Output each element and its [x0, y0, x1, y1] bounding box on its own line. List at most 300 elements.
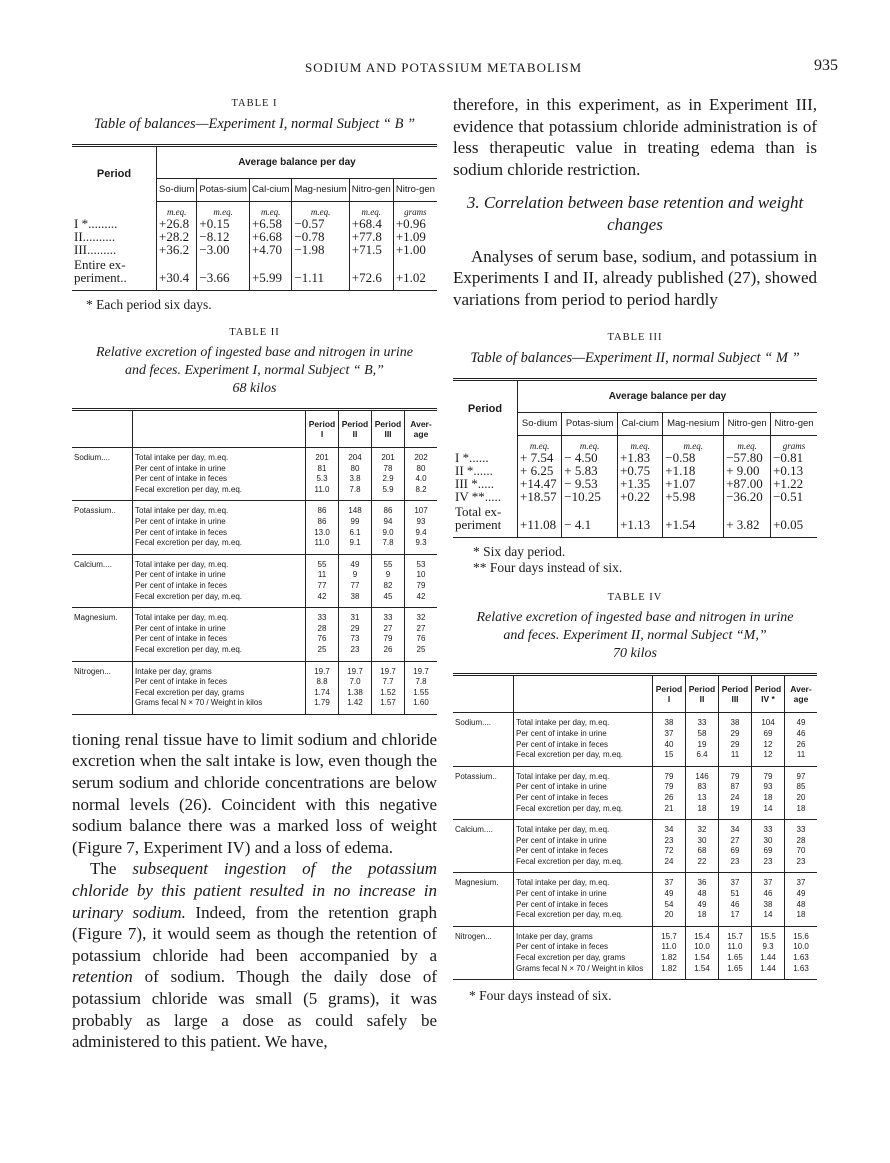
row-label: Total intake per day, m.eq. — [514, 713, 653, 729]
value-cell: −0.57 — [292, 217, 349, 230]
value-cell: 27 — [416, 623, 426, 633]
value-cell: +1.18 — [663, 464, 724, 477]
value-cell: 58 — [686, 729, 719, 740]
value-cell: 10 — [416, 570, 426, 580]
value-cell: 77 — [339, 581, 372, 592]
table3-footnote: ** Four days instead of six. — [473, 560, 623, 576]
value-cell: 19 — [686, 740, 719, 751]
table-row — [72, 554, 437, 570]
table4-caption-line: and feces. Experiment II, normal Subject “M,” — [503, 628, 767, 644]
units-spacer — [72, 202, 157, 218]
value-cell: +5.99 — [249, 258, 292, 291]
value-cell: 53 — [416, 559, 426, 569]
value-cell: 38 — [719, 713, 752, 729]
value-cell: 24 — [719, 793, 752, 804]
table1-caption: Table of balances—Experiment I, normal Subject “ B ” — [93, 116, 416, 132]
value-cell: 46 — [752, 889, 785, 900]
value-cell: +30.4 — [157, 258, 197, 291]
value-cell: 27 — [372, 624, 405, 635]
period-cell: Total ex-periment — [453, 505, 518, 538]
value-cell: 79 — [653, 782, 686, 793]
value-cell: 30 — [752, 836, 785, 847]
table4-label: TABLE IV — [607, 592, 663, 604]
group-header: Average balance per day — [518, 380, 818, 413]
value-cell: 23 — [653, 836, 686, 847]
unit-label: grams — [404, 207, 427, 217]
value-cell: 1.38 — [339, 688, 372, 699]
value-cell: 23 — [752, 857, 785, 873]
value-cell: 23 — [339, 645, 372, 661]
value-cell: 48 — [686, 889, 719, 900]
value-cell: 37 — [796, 878, 806, 888]
row-label: Per cent of intake in feces — [514, 846, 653, 857]
left-body-text — [72, 729, 437, 1053]
table4 — [453, 673, 817, 980]
value-cell: 19.7 — [372, 661, 405, 677]
column-header: So-dium — [157, 179, 197, 202]
value-cell: 40 — [653, 740, 686, 751]
value-cell: + 5.83 — [562, 464, 618, 477]
value-cell: 1.52 — [372, 688, 405, 699]
row-label: Fecal excretion per day, m.eq. — [514, 857, 653, 873]
value-cell: +1.07 — [663, 477, 724, 490]
value-cell: 22 — [686, 857, 719, 873]
value-cell: +68.4 — [349, 217, 393, 230]
nutrient-label: Nitrogen... — [72, 661, 133, 714]
value-cell: 9.1 — [339, 538, 372, 554]
table2 — [72, 408, 437, 715]
column-header: Nitro-gen — [724, 413, 771, 436]
value-cell: −57.80 — [724, 451, 771, 464]
value-cell: 36 — [686, 873, 719, 889]
value-cell: 1.82 — [653, 964, 686, 980]
value-cell: +1.54 — [663, 505, 724, 538]
value-cell: − 4.50 — [562, 451, 618, 464]
right-body-text-2 — [453, 246, 817, 311]
value-cell: 38 — [752, 900, 785, 911]
value-cell: −36.20 — [724, 490, 771, 505]
table1-grid — [72, 144, 437, 291]
page-number: 935 — [814, 57, 838, 74]
value-cell: + 9.00 — [724, 464, 771, 477]
value-cell: 1.44 — [752, 964, 785, 980]
value-cell: 12 — [752, 740, 785, 751]
value-cell: 79 — [719, 766, 752, 782]
row-label: Fecal excretion per day, m.eq. — [514, 910, 653, 926]
value-cell: +77.8 — [349, 230, 393, 243]
header-row — [72, 146, 437, 179]
nutrient-label: Sodium.... — [453, 713, 514, 766]
table-row — [453, 873, 817, 889]
value-cell: 9.3 — [405, 538, 438, 554]
value-cell: 19.7 — [413, 666, 429, 676]
value-cell: 33 — [372, 608, 405, 624]
unit-label: m.eq. — [724, 436, 771, 452]
table1-label: TABLE I — [231, 98, 278, 109]
text-run: of sodium. Though the daily dose of potassium chloride was small (5 grams), it was probably as large a dose as could safely be administered to this patient. We have, — [72, 967, 437, 1052]
value-cell: 9.4 — [415, 527, 427, 537]
value-cell: 14 — [752, 910, 785, 926]
value-cell: 7.0 — [339, 677, 372, 688]
value-cell: 82 — [372, 581, 405, 592]
period-cell: I *......... — [72, 217, 157, 230]
value-cell: 15.5 — [752, 926, 785, 942]
table-row — [72, 243, 437, 258]
period-column-header: Aver-age — [785, 675, 818, 713]
units-row — [453, 436, 817, 452]
value-cell: +1.09 — [395, 229, 426, 244]
row-label: Fecal excretion per day, m.eq. — [133, 592, 306, 608]
value-cell: 25 — [306, 645, 339, 661]
nutrient-label: Calcium.... — [453, 820, 514, 873]
value-cell: 34 — [653, 820, 686, 836]
value-cell: 1.79 — [306, 698, 339, 714]
row-label: Per cent of intake in feces — [514, 942, 653, 953]
right-paragraph-2: Analyses of serum base, sodium, and potassium in Experiments I and II, already published (27), showed variations from period to period hardly — [453, 246, 817, 309]
value-cell: − 4.1 — [562, 505, 618, 538]
value-cell: 201 — [372, 448, 405, 464]
value-cell: 19.7 — [306, 661, 339, 677]
value-cell: 46 — [796, 728, 806, 738]
value-cell: 1.82 — [653, 953, 686, 964]
value-cell: 21 — [653, 804, 686, 820]
value-cell: 5.3 — [306, 474, 339, 485]
table-row — [72, 448, 437, 464]
period-column-header: Period II — [339, 410, 372, 448]
value-cell: 6.4 — [686, 750, 719, 766]
right-paragraph-1: therefore, in this experiment, as in Experiment III, evidence that potassium chloride administration is of less therapeutic value in treating edema than is sodium chloride restriction. — [453, 95, 817, 179]
left-paragraph-1: tioning renal tissue have to limit sodium and chloride excretion when the salt intake is low, even though the serum sodium and chloride concentrations are below normal levels (26). Coincident with this negative sodium balance there was a marked loss of weight (Figure 7, Experiment IV) and a loss of edema. — [72, 729, 437, 857]
value-cell: 42 — [306, 592, 339, 608]
row-label: Total intake per day, m.eq. — [133, 448, 306, 464]
value-cell: 54 — [653, 900, 686, 911]
value-cell: 1.65 — [719, 953, 752, 964]
left-column — [72, 98, 437, 1053]
header-row — [72, 410, 437, 448]
value-cell: 86 — [306, 501, 339, 517]
table2-caption-line: 68 kilos — [232, 381, 277, 396]
value-cell: +6.68 — [249, 230, 292, 243]
value-cell: 68 — [686, 846, 719, 857]
value-cell: +26.8 — [157, 217, 197, 230]
value-cell: 31 — [339, 608, 372, 624]
unit-label: m.eq. — [663, 436, 724, 452]
column-header: Nitro-gen — [771, 413, 817, 436]
value-cell: 80 — [416, 463, 426, 473]
value-cell: 86 — [306, 517, 339, 528]
value-cell: +71.5 — [349, 243, 393, 258]
period-cell: III......... — [72, 243, 157, 258]
row-label: Per cent of intake in urine — [133, 464, 306, 475]
value-cell: 70 — [796, 846, 806, 856]
value-cell: 99 — [339, 517, 372, 528]
table3-label: TABLE III — [607, 332, 663, 344]
period-cell: II *...... — [453, 464, 518, 477]
value-cell: 1.60 — [413, 698, 429, 708]
value-cell: 38 — [653, 713, 686, 729]
value-cell: +72.6 — [349, 258, 393, 291]
table2-caption-line: Relative excretion of ingested base and nitrogen in urine — [96, 345, 413, 360]
value-cell: 3.8 — [339, 474, 372, 485]
value-cell: 33 — [796, 825, 806, 835]
value-cell: 49 — [339, 554, 372, 570]
value-cell: 69 — [752, 846, 785, 857]
value-cell: 17 — [719, 910, 752, 926]
value-cell: −8.12 — [197, 230, 250, 243]
value-cell: +18.57 — [518, 490, 562, 505]
row-label: Per cent of intake in urine — [514, 889, 653, 900]
table-row — [453, 713, 817, 729]
row-label: Fecal excretion per day, m.eq. — [133, 485, 306, 501]
value-cell: 72 — [653, 846, 686, 857]
value-cell: +0.75 — [618, 464, 663, 477]
value-cell: 15.7 — [719, 926, 752, 942]
period-header: Period — [453, 380, 518, 436]
value-cell: −10.25 — [562, 490, 618, 505]
value-cell: 26 — [372, 645, 405, 661]
header-row — [453, 380, 817, 413]
value-cell: 37 — [653, 729, 686, 740]
value-cell: 11 — [785, 750, 818, 766]
value-cell: 49 — [653, 889, 686, 900]
row-label: Fecal excretion per day, m.eq. — [133, 645, 306, 661]
value-cell: 15.7 — [653, 926, 686, 942]
value-cell: 1.63 — [793, 963, 809, 973]
nutrient-label: Magnesium. — [453, 873, 514, 926]
value-cell: 83 — [686, 782, 719, 793]
table-row — [453, 766, 817, 782]
value-cell: 18 — [686, 910, 719, 926]
unit-label: m.eq. — [197, 202, 250, 218]
value-cell: −1.11 — [292, 258, 349, 291]
right-column — [453, 94, 817, 1004]
value-cell: 73 — [339, 634, 372, 645]
value-cell: 85 — [796, 782, 806, 792]
column-header: Cal-cium — [618, 413, 663, 436]
header-spacer — [72, 410, 133, 448]
value-cell: 204 — [339, 448, 372, 464]
value-cell: 12 — [752, 750, 785, 766]
period-cell: III *..... — [453, 477, 518, 490]
value-cell: 202 — [414, 453, 428, 462]
unit-label: m.eq. — [292, 202, 349, 218]
value-cell: − 9.53 — [562, 477, 618, 490]
row-label: Fecal excretion per day, grams — [133, 688, 306, 699]
value-cell: 26 — [796, 739, 806, 749]
value-cell: −3.66 — [197, 258, 250, 291]
value-cell: 11 — [719, 750, 752, 766]
row-label: Total intake per day, m.eq. — [133, 501, 306, 517]
period-column-header: Period I — [653, 675, 686, 713]
value-cell: 76 — [416, 634, 426, 644]
value-cell: 1.63 — [793, 953, 809, 963]
period-cell: II.......... — [72, 230, 157, 243]
value-cell: +28.2 — [157, 230, 197, 243]
value-cell: +1.13 — [618, 505, 663, 538]
value-cell: 87 — [719, 782, 752, 793]
table3-footnotes — [473, 544, 817, 576]
header-spacer — [453, 675, 514, 713]
value-cell: 18 — [785, 910, 818, 926]
nutrient-label: Calcium.... — [72, 554, 133, 607]
value-cell: +36.2 — [157, 243, 197, 258]
value-cell: + 6.25 — [518, 464, 562, 477]
table-row — [453, 490, 817, 505]
table2-label: TABLE II — [229, 327, 280, 338]
period-header: Period — [72, 146, 157, 202]
text-run-italic: subsequent ingestion of the potassium chloride by this patient resulted in no increase in urinary sodium. — [72, 859, 438, 922]
value-cell: +1.02 — [395, 270, 426, 285]
value-cell: −0.58 — [663, 451, 724, 464]
value-cell: 30 — [686, 836, 719, 847]
value-cell: 26 — [653, 793, 686, 804]
value-cell: 7.7 — [372, 677, 405, 688]
value-cell: 146 — [686, 766, 719, 782]
table-row — [72, 661, 437, 677]
value-cell: 28 — [796, 835, 806, 845]
value-cell: 51 — [719, 889, 752, 900]
row-label: Per cent of intake in urine — [133, 570, 306, 581]
nutrient-label: Magnesium. — [72, 608, 133, 661]
value-cell: 28 — [306, 624, 339, 635]
table4-footnote: * Four days instead of six. — [469, 988, 612, 1004]
period-cell: I *...... — [453, 451, 518, 464]
column-header: So-dium — [518, 413, 562, 436]
value-cell: +11.08 — [518, 505, 562, 538]
value-cell: 55 — [372, 554, 405, 570]
row-label: Per cent of intake in feces — [514, 740, 653, 751]
column-header: Potas-sium — [197, 179, 250, 202]
row-label: Per cent of intake in feces — [133, 634, 306, 645]
period-column-header: Aver-age — [405, 410, 438, 448]
row-label: Total intake per day, m.eq. — [133, 608, 306, 624]
row-label: Per cent of intake in urine — [514, 836, 653, 847]
value-cell: +0.15 — [197, 217, 250, 230]
value-cell: 49 — [796, 889, 806, 899]
value-cell: 79 — [416, 580, 426, 590]
column-header: Mag-nesium — [663, 413, 724, 436]
row-label: Total intake per day, m.eq. — [514, 820, 653, 836]
value-cell: 9 — [372, 570, 405, 581]
column-header: Nitro-gen — [349, 179, 393, 202]
table-row — [72, 501, 437, 517]
text-run: Indeed, from the retention graph (Figure 7), it would seem as though the retention of potassium chloride had been accompanied by a — [72, 902, 437, 965]
units-spacer — [453, 436, 518, 452]
table4-caption-line: Relative excretion of ingested base and nitrogen in urine — [476, 610, 794, 626]
value-cell: 38 — [339, 592, 372, 608]
value-cell: +1.00 — [395, 242, 426, 257]
row-label: Fecal excretion per day, m.eq. — [133, 538, 306, 554]
header-spacer — [514, 675, 653, 713]
value-cell: 18 — [686, 804, 719, 820]
value-cell: 37 — [719, 873, 752, 889]
row-label: Per cent of intake in feces — [133, 677, 306, 688]
value-cell: 29 — [719, 729, 752, 740]
group-header: Average balance per day — [157, 146, 438, 179]
unit-label: m.eq. — [618, 436, 663, 452]
value-cell: 76 — [306, 634, 339, 645]
table-row — [453, 505, 817, 538]
row-label: Intake per day, grams — [514, 926, 653, 942]
value-cell: 15.4 — [686, 926, 719, 942]
value-cell: 93 — [416, 516, 426, 526]
value-cell: 25 — [405, 645, 438, 661]
value-cell: 33 — [306, 608, 339, 624]
value-cell: 24 — [653, 857, 686, 873]
value-cell: 20 — [653, 910, 686, 926]
value-cell: 18 — [752, 793, 785, 804]
value-cell: 23 — [785, 857, 818, 873]
value-cell: 11.0 — [653, 942, 686, 953]
value-cell: 7.8 — [415, 677, 427, 687]
value-cell: −1.98 — [292, 243, 349, 258]
period-column-header: Period I — [306, 410, 339, 448]
value-cell: 7.8 — [372, 538, 405, 554]
value-cell: −0.81 — [773, 450, 804, 466]
value-cell: 27 — [719, 836, 752, 847]
value-cell: 1.65 — [719, 964, 752, 980]
nutrient-label: Potassium.. — [72, 501, 133, 554]
value-cell: 29 — [339, 624, 372, 635]
value-cell: +1.83 — [618, 451, 663, 464]
value-cell: 9.3 — [752, 942, 785, 953]
nutrient-label: Sodium.... — [72, 448, 133, 501]
value-cell: 79 — [372, 634, 405, 645]
period-cell: Entire ex-periment.. — [72, 258, 157, 291]
value-cell: 9.0 — [372, 528, 405, 539]
row-label: Fecal excretion per day, grams — [514, 953, 653, 964]
value-cell: +0.22 — [618, 490, 663, 505]
row-label: Per cent of intake in feces — [133, 528, 306, 539]
value-cell: 10.0 — [793, 942, 809, 952]
value-cell: 32 — [686, 820, 719, 836]
table1 — [72, 144, 437, 291]
value-cell: 42 — [405, 592, 438, 608]
value-cell: 46 — [719, 900, 752, 911]
table3 — [453, 378, 817, 538]
value-cell: 37 — [752, 873, 785, 889]
value-cell: 13.0 — [306, 528, 339, 539]
nutrient-label: Nitrogen... — [453, 926, 514, 979]
table4-caption — [453, 609, 817, 663]
value-cell: 34 — [719, 820, 752, 836]
value-cell: 107 — [414, 506, 428, 516]
row-label: Total intake per day, m.eq. — [133, 554, 306, 570]
value-cell: 33 — [686, 713, 719, 729]
value-cell: 55 — [306, 554, 339, 570]
value-cell: +5.98 — [663, 490, 724, 505]
value-cell: −3.00 — [197, 243, 250, 258]
value-cell: 1.42 — [339, 698, 372, 714]
value-cell: 77 — [306, 581, 339, 592]
unit-label: m.eq. — [562, 436, 618, 452]
unit-label: grams — [782, 441, 806, 452]
value-cell: 11.0 — [306, 485, 339, 501]
value-cell: 79 — [653, 766, 686, 782]
left-paragraph-2 — [72, 858, 437, 1052]
value-cell: +1.35 — [618, 477, 663, 490]
value-cell: 1.57 — [372, 698, 405, 714]
value-cell: 13 — [686, 793, 719, 804]
value-cell: 80 — [339, 464, 372, 475]
value-cell: 20 — [796, 792, 806, 802]
row-label: Per cent of intake in urine — [133, 624, 306, 635]
value-cell: 148 — [339, 501, 372, 517]
column-header: Cal-cium — [249, 179, 292, 202]
value-cell: +6.58 — [249, 217, 292, 230]
table3-grid — [453, 378, 817, 538]
value-cell: 79 — [752, 766, 785, 782]
